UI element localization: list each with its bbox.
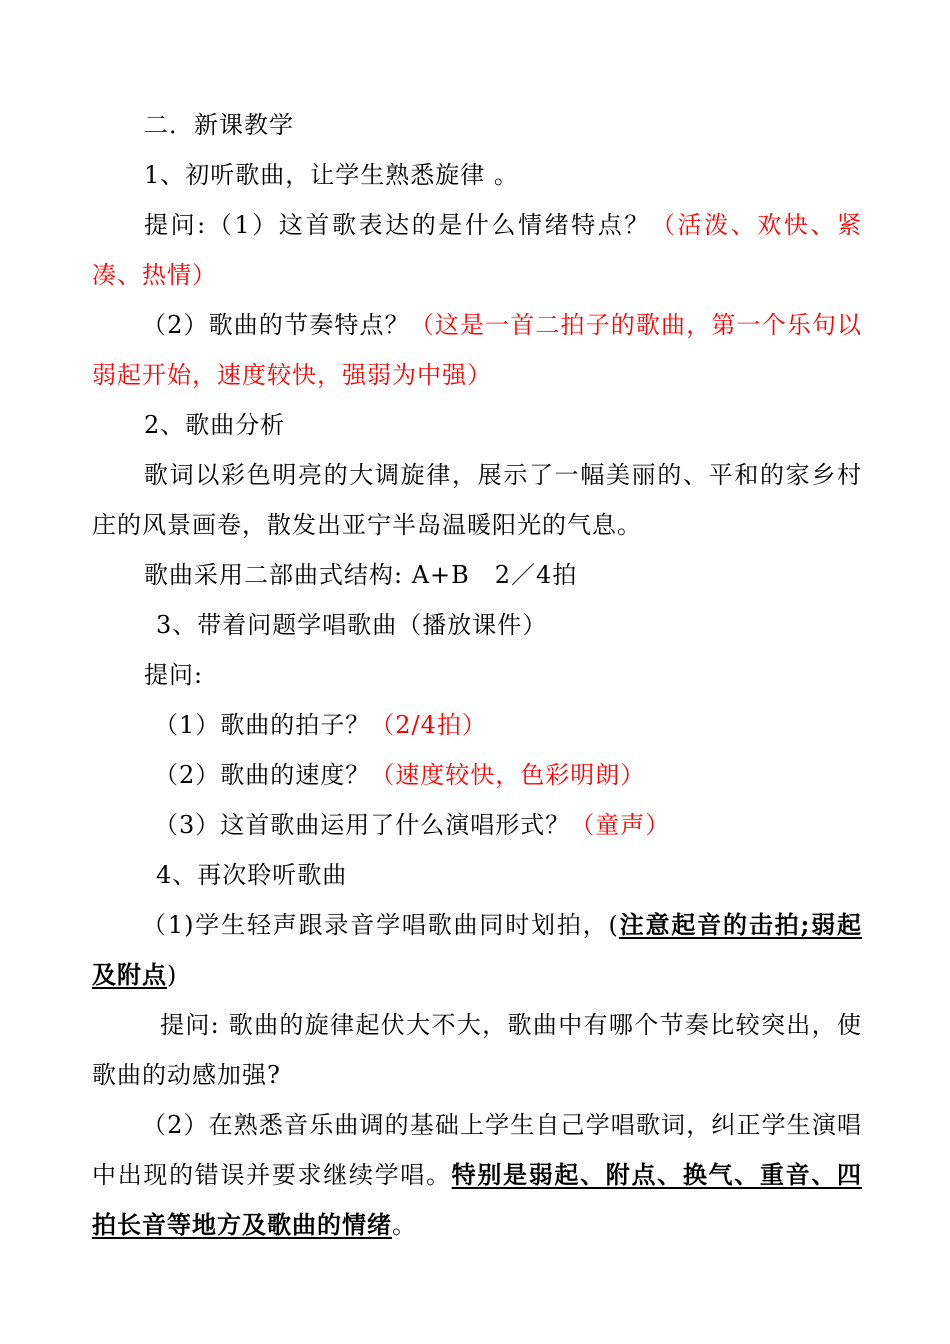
section-2-title [92, 400, 862, 450]
section-4-p1-emphasis: 注意起音的击拍;弱起及附点 [92, 910, 862, 989]
section-4-p1-text: （1)学生轻声跟录音学唱歌曲同时划拍，( [142, 911, 619, 939]
analysis-2-text: 歌曲采用二部曲式结构: A+B 2／4拍 [144, 561, 578, 589]
question-1 [92, 200, 862, 300]
section-4-paragraph-1 [92, 900, 862, 1000]
question-2 [92, 300, 862, 400]
section-4-ask [92, 1000, 862, 1100]
section-4-paragraph-2 [92, 1100, 862, 1250]
section-3-question-3 [92, 800, 862, 850]
heading-text: 二．新课教学 [144, 111, 294, 139]
section-3-question-1-text: （1）歌曲的拍子？ [154, 711, 371, 739]
question-1-answer: （活泼、欢快、紧凑、热情） [92, 211, 863, 289]
section-4-p2-end: 。 [392, 1211, 417, 1239]
section-4-p1-end: ) [167, 961, 178, 989]
document-body [92, 100, 862, 1250]
section-3-question-2 [92, 750, 862, 800]
section-3-question-1 [92, 700, 862, 750]
section-3-title [92, 600, 862, 650]
question-2-text: （2）歌曲的节奏特点？ [142, 311, 410, 339]
section-3-question-2-answer: （速度较快，色彩明朗） [370, 761, 646, 789]
section-3-question-3-text: （3）这首歌曲运用了什么演唱形式？ [154, 811, 571, 839]
section-3-question-2-text: （2）歌曲的速度？ [154, 761, 371, 789]
section-4-title-text: 4、再次聆听歌曲 [156, 861, 348, 889]
section-3-ask-text: 提问: [144, 661, 204, 689]
section-3-ask [92, 650, 862, 700]
section-1-title-text: 1、初听歌曲，让学生熟悉旋律 。 [144, 161, 519, 189]
section-2-title-text: 2、歌曲分析 [144, 411, 286, 439]
analysis-paragraph-2 [92, 550, 862, 600]
section-3-title-text: 3、带着问题学唱歌曲（播放课件） [156, 611, 548, 639]
analysis-paragraph-1 [92, 450, 862, 550]
question-2-answer: （这是一首二拍子的歌曲，第一个乐句以弱起开始，速度较快，强弱为中强） [92, 311, 862, 389]
analysis-1-text: 歌词以彩色明亮的大调旋律，展示了一幅美丽的、平和的家乡村庄的风景画卷，散发出亚宁半岛温暖阳光的气息。 [92, 461, 862, 539]
section-3-question-1-answer: （2/4拍） [370, 711, 487, 739]
question-1-text: 提问:（1）这首歌表达的是什么情绪特点？ [144, 211, 651, 239]
section-4-p2-emphasis: 特别是弱起、附点、换气、重音、四拍长音等地方及歌曲的情绪 [92, 1160, 862, 1239]
section-4-ask-text: 提问: 歌曲的旋律起伏大不大，歌曲中有哪个节奏比较突出，使歌曲的动感加强? [92, 1011, 862, 1089]
section-heading [92, 100, 862, 150]
section-3-question-3-answer: （童声） [570, 811, 671, 839]
section-1-title [92, 150, 862, 200]
section-4-p2-text: （2）在熟悉音乐曲调的基础上学生自己学唱歌词，纠正学生演唱中出现的错误并要求继续学唱。 [92, 1111, 862, 1189]
section-4-title [92, 850, 862, 900]
